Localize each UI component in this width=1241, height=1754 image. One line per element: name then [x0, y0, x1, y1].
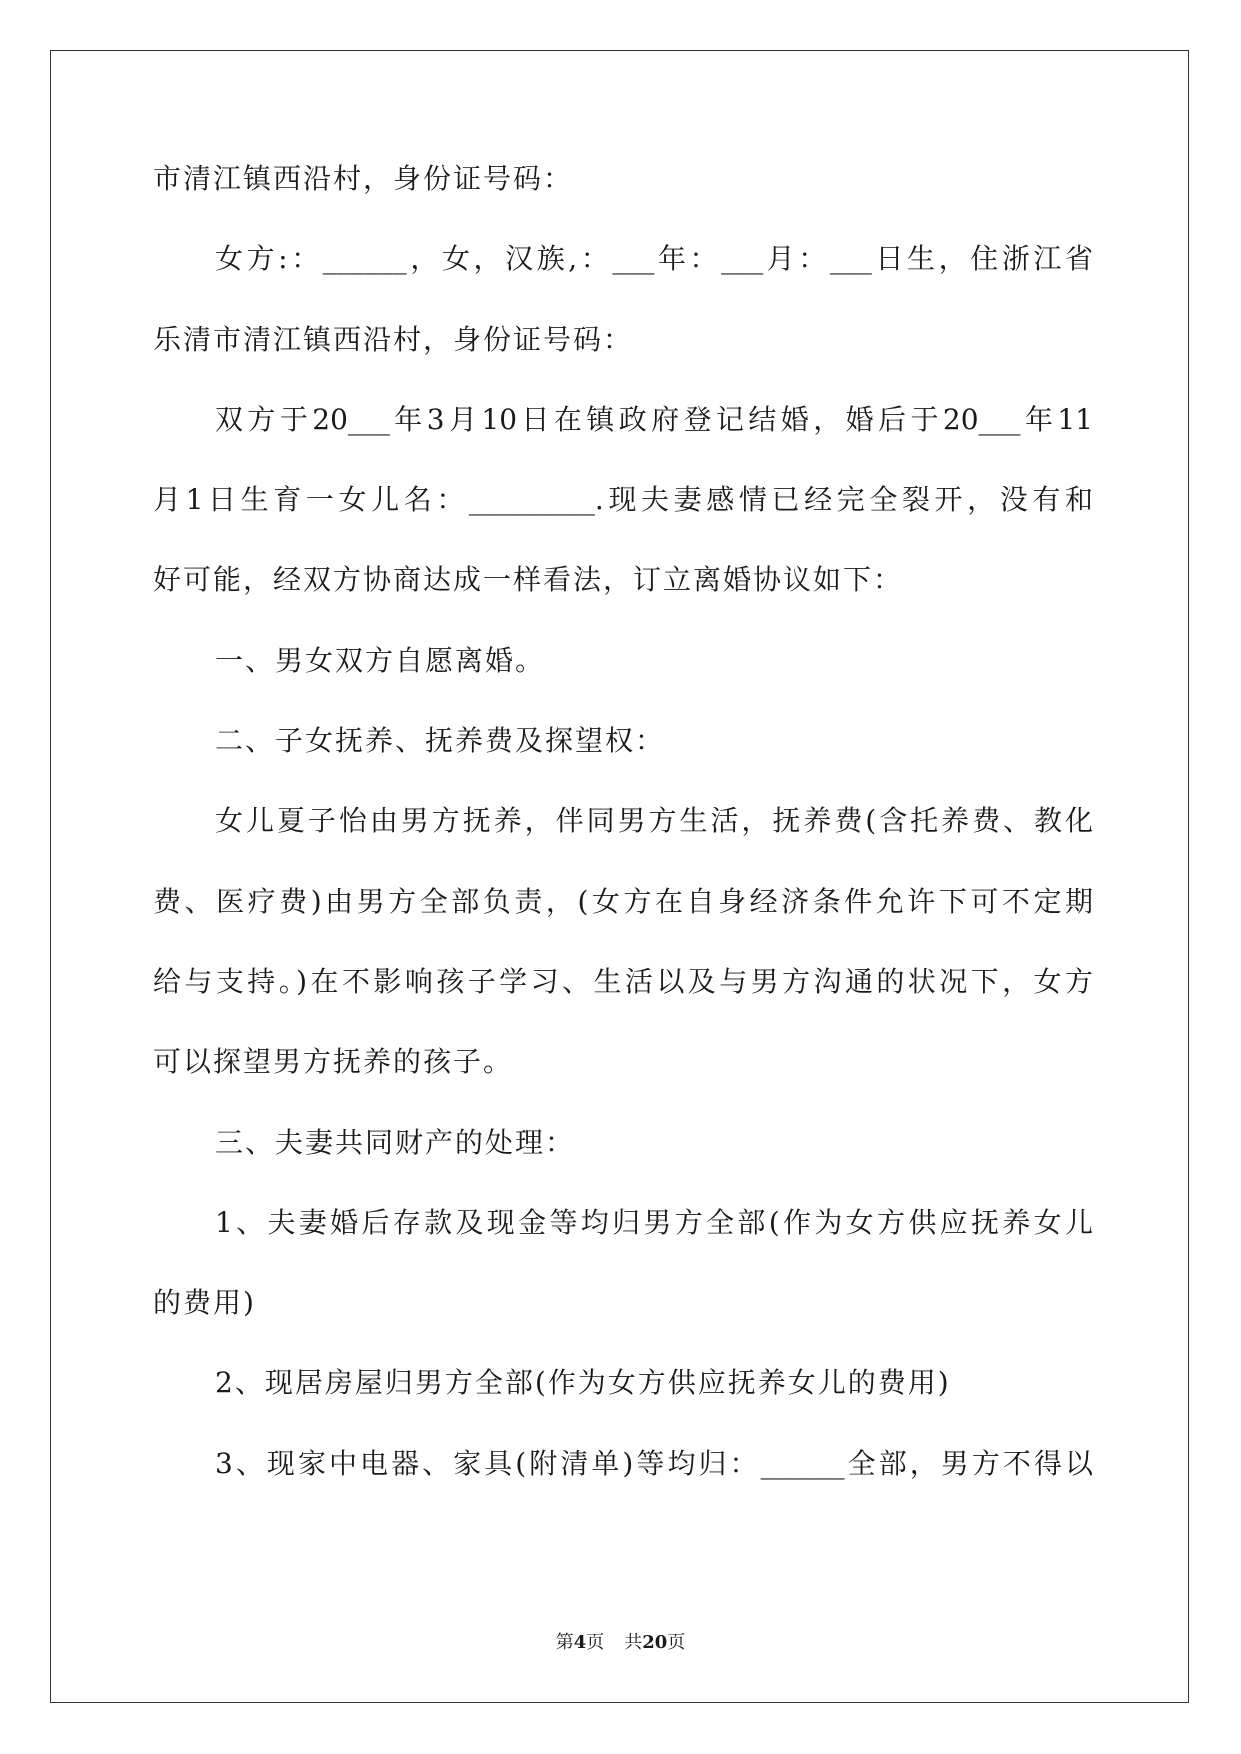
text-line: 3、现家中电器、家具(附清单)等均归：______全部，男方不得以 — [215, 1446, 1093, 1480]
document-body — [153, 162, 1093, 1527]
text-line: 一、男女双方自愿离婚。 — [215, 643, 546, 677]
text-line: 女儿夏子怡由男方抚养，伴同男方生活，抚养费(含托养费、教化 — [215, 804, 1093, 838]
text-line: 市清江镇西沿村，身份证号码： — [153, 162, 574, 195]
text-line: 三、夫妻共同财产的处理： — [215, 1125, 576, 1159]
text-line: 双方于20___年3月10日在镇政府登记结婚，婚后于20___年11 — [215, 402, 1093, 436]
page-prefix: 第 — [555, 1632, 574, 1653]
total-pages: 20 — [642, 1632, 668, 1653]
page-footer — [0, 1628, 1241, 1654]
text-line: 1、夫妻婚后存款及现金等均归男方全部(作为女方供应抚养女儿 — [215, 1205, 1093, 1239]
text-line: 二、子女抚养、抚养费及探望权： — [215, 724, 666, 758]
total-suffix: 页 — [667, 1632, 686, 1653]
text-line: 乐清市清江镇西沿村，身份证号码： — [153, 322, 634, 356]
text-line: 好可能，经双方协商达成一样看法，订立离婚协议如下： — [153, 563, 904, 597]
text-line: 可以探望男方抚养的孩子。 — [153, 1045, 514, 1079]
text-line: 2、现居房屋归男方全部(作为女方供应抚养女儿的费用) — [215, 1366, 951, 1400]
text-line: 的费用) — [153, 1286, 256, 1320]
page-suffix: 页 — [586, 1632, 605, 1653]
total-prefix: 共 — [624, 1632, 643, 1653]
text-line: 费、医疗费)由男方全部负责，(女方在自身经济条件允许下可不定期 — [153, 884, 1093, 918]
text-line: 给与支持。)在不影响孩子学习、生活以及与男方沟通的状况下，女方 — [153, 964, 1093, 998]
page-number: 4 — [573, 1632, 587, 1653]
text-line: 月1日生育一女儿名：_________.现夫妻感情已经完全裂开，没有和 — [153, 483, 1093, 517]
text-line: 女方:：______，女，汉族,：___年：___月：___日生，住浙江省 — [215, 242, 1093, 276]
